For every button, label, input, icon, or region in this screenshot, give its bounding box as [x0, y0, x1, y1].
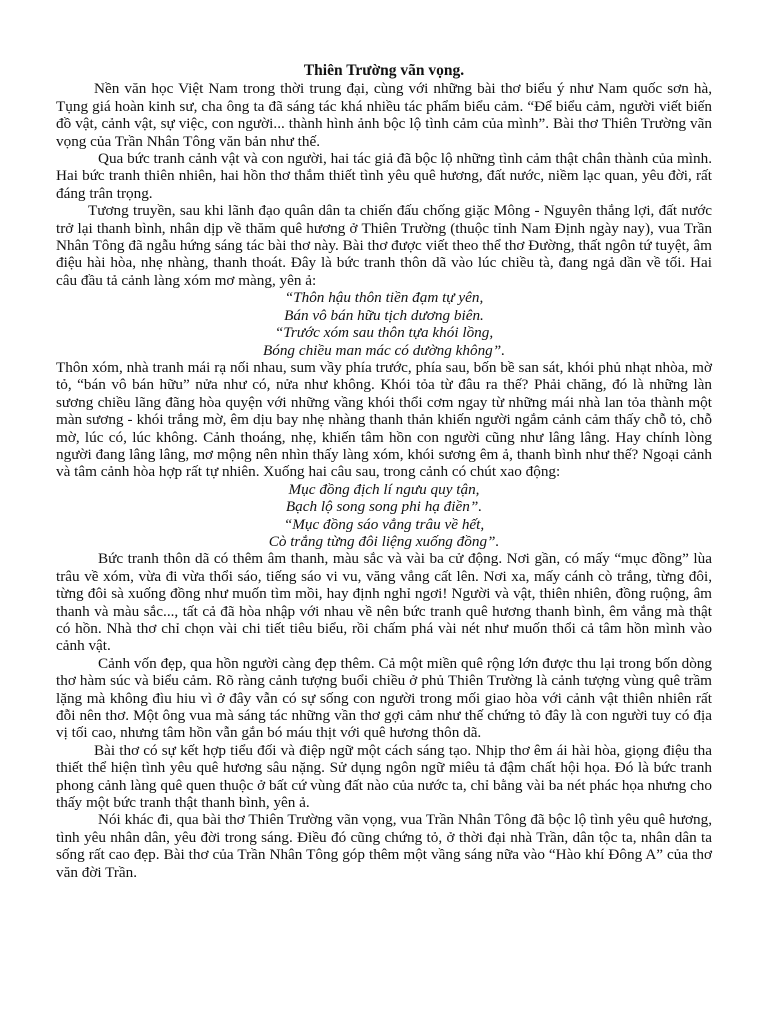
- paragraph-technique: Bài thơ có sự kết hợp tiểu đối và điệp ngữ một cách sáng tạo. Nhịp thơ êm ái hài hòa, giọng điệu tha thiết thể hiện tình yêu quê hương sâu nặng. Sử dụng ngôn ngữ miêu tả đậm chất hội họa. Đó là bức tranh phong cảnh làng quê quen thuộc ở bất cứ vùng đất nào của nước ta, chỉ bằng vài ba nét phác họa nhưng cho thấy một bức tranh thật thanh bình, yên ả.: [56, 741, 712, 812]
- poem-line: “Trước xóm sau thôn tựa khói lồng,: [274, 324, 494, 342]
- poem-line: “Thôn hậu thôn tiền đạm tự yên,: [284, 289, 484, 307]
- paragraph-sound-color: Bức tranh thôn dã có thêm âm thanh, màu sắc và vài ba cử động. Nơi gần, có mấy “mục đồng” lùa trâu về xóm, vừa đi vừa thổi sáo, tiếng sáo vi vu, văng vẳng cất lên. Nơi xa, mấy cánh cò trắng, từng đôi, từng đôi sà xuống đồng như muốn tìm mồi, hay định nghỉ ngơi! Người và vật, thiên nhiên, đồng ruộng, âm thanh và màu sắc..., tất cả đã hòa nhập với nhau về nên bức tranh quê hương thanh bình, êm vắng mà thật có hồn. Nhà thơ chỉ chọn vài chi tiết tiêu biểu, rồi chấm phá vài nét như muốn thổi cả tâm hồn mình vào cảnh vật.: [56, 550, 712, 655]
- paragraph-beauty: Cảnh vốn đẹp, qua hồn người càng đẹp thêm. Cả một miền quê rộng lớn được thu lại trong bốn dòng thơ hàm súc và biểu cảm. Rõ ràng cảnh tượng buổi chiều ở phủ Thiên Trường là cảnh tượng vùng quê trầm lặng mà không đìu hiu vì ở đây vẫn có sự sống con người trong mối giao hòa với cảnh vật thiên nhiên rất đỗi nên thơ. Một ông vua mà sáng tác những vần thơ gợi cảm như thế chứng tỏ đây là con người tuy có địa vị tối cao, nhưng tâm hồn vẫn gắn bó máu thịt với quê hương thôn dã.: [56, 654, 712, 742]
- poem-line: Mục đồng địch lí ngưu quy tận,: [288, 480, 480, 498]
- paragraph-intro: Nền văn học Việt Nam trong thời trung đại, cùng với những bài thơ biểu ý như Nam quốc sơn hà, Tụng giá hoàn kinh sư, cha ông ta đã sáng tác khá nhiều tác phẩm biểu cảm. “Để biểu cảm, người viết biến đồ vật, cảnh vật, sự việc, con người... thành hình ảnh bộc lộ tình cảm của mình”. Bài thơ Thiên Trường vãn vọng của Trần Nhân Tông văn bản như thế.: [56, 80, 712, 150]
- poem-stanza-two: [56, 481, 712, 551]
- paragraph-conclusion: Nói khác đi, qua bài thơ Thiên Trường vãn vọng, vua Trần Nhân Tông đã bộc lộ tình yêu quê hương, tình yêu nhân dân, yêu đời trong sáng. Điều đó cũng chứng tỏ, ở thời đại nhà Trần, dân tộc ta, nhân dân ta sống rất cao đẹp. Bài thơ của Trần Nhân Tông góp thêm một vầng sáng nữa vào “Hào khí Đông A” của thơ văn đời Trần.: [56, 811, 712, 881]
- paragraph-two-paintings: Qua bức tranh cảnh vật và con người, hai tác giả đã bộc lộ những tình cảm thật chân thành của mình. Hai bức tranh thiên nhiên, hai hồn thơ thắm thiết tình yêu quê hương, đất nước, niềm lạc quan, yêu đời, rất đáng trân trọng.: [56, 150, 712, 202]
- poem-line: Bán vô bán hữu tịch dương biên.: [284, 306, 484, 324]
- paragraph-village-analysis: Thôn xóm, nhà tranh mái rạ nối nhau, sum vầy phía trước, phía sau, bốn bề san sát, khói phủ nhạt nhòa, mờ tỏ, “bán vô bán hữu” nửa như có, nửa như không. Khói tỏa từ đâu ra thế? Phải chăng, đó là những làn sương chiều lãng đãng hòa quyện với những vầng khói thổi cơm ngay từ những mái nhà lan tỏa thành một màn sương - khói trắng mờ, êm dịu bay nhẹ nhàng thanh thản khiến người ngắm cảnh cảm thấy chỗ tỏ, chỗ mờ, lúc có, lúc không. Cảnh thoáng, nhẹ, khiến tâm hồn con người cũng như lâng lâng. Hay chính lòng người đang lâng lâng, mơ mộng nên nhìn thấy làng xóm, khói sương êm ả, thanh bình như thế? Ngoại cảnh và tâm cảnh hòa hợp rất tự nhiên. Xuống hai câu sau, trong cảnh có chút xao động:: [56, 358, 712, 481]
- paragraph-context: Tương truyền, sau khi lãnh đạo quân dân ta chiến đấu chống giặc Mông - Nguyên thắng lợi, đất nước trở lại thanh bình, nhân dịp về thăm quê hương ở Thiên Trường (thuộc tỉnh Nam Định ngày nay), vua Trần Nhân Tông đã ngẫu hứng sáng tác bài thơ này. Bài thơ được viết theo thể thơ Đường, thất ngôn tứ tuyệt, âm điệu hài hòa, nhẹ nhàng, thanh thoát. Đây là bức tranh thôn dã vào lúc chiều tà, đang ngả dần về tối. Hai câu đầu tả cảnh làng xóm mơ màng, yên ả:: [56, 202, 712, 289]
- document-title: Thiên Trường vãn vọng.: [303, 62, 465, 79]
- poem-stanza-one: [56, 289, 712, 359]
- poem-line: Bóng chiều man mác có dường không”.: [262, 341, 506, 359]
- poem-line: Bạch lộ song song phi hạ điền”.: [285, 498, 483, 516]
- poem-line: Cò trắng từng đôi liệng xuống đồng”.: [268, 532, 500, 550]
- poem-line: “Mục đồng sáo vẳng trâu về hết,: [283, 515, 485, 533]
